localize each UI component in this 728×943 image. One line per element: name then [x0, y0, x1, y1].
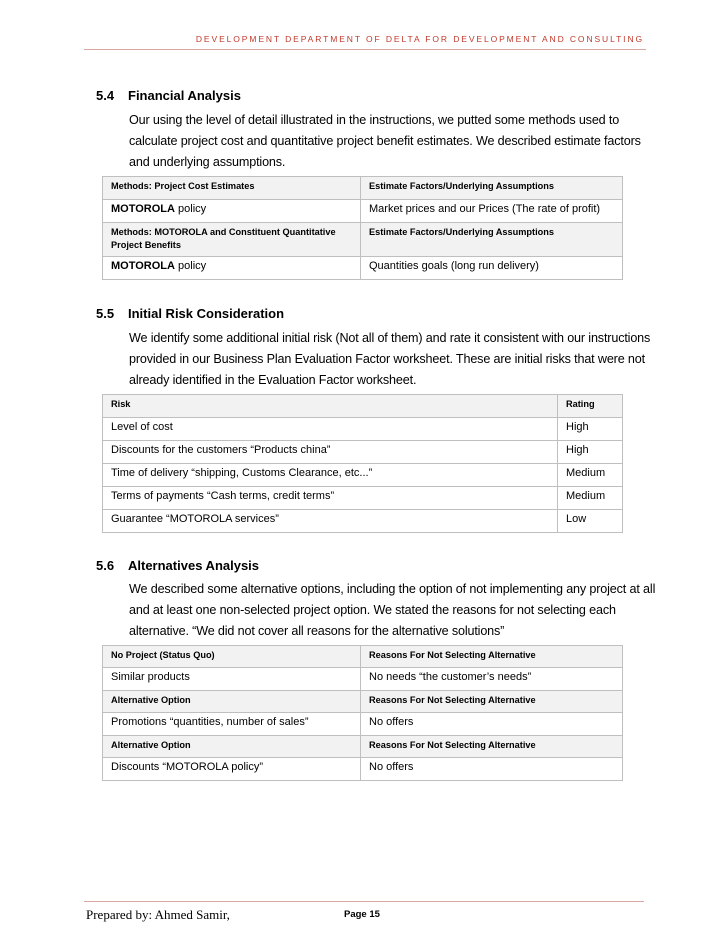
cell-text: policy: [174, 203, 207, 215]
section-title-alternatives-analysis: [96, 558, 259, 573]
section-number: 5.6: [96, 558, 115, 573]
table-cell: No offers: [361, 758, 623, 781]
table-header-cell: No Project (Status Quo): [103, 646, 361, 668]
section-heading: Alternatives Analysis: [128, 558, 260, 573]
table-row: [103, 668, 623, 691]
table-header-cell: Estimate Factors/Underlying Assumptions: [361, 223, 623, 257]
table-row: [103, 200, 623, 223]
table-header-cell: Alternative Option: [103, 736, 361, 758]
paragraph-line: and at least one non-selected project option. We stated the reasons for not selecting each: [129, 603, 616, 617]
table-row: [103, 441, 623, 464]
table-header-cell: Estimate Factors/Underlying Assumptions: [361, 177, 623, 200]
table-header-cell: Rating: [558, 395, 623, 418]
brand-name: MOTOROLA: [111, 203, 175, 215]
table-cell: Similar products: [103, 668, 361, 691]
header-rule: [84, 49, 646, 50]
table-cell: Market prices and our Prices (The rate of profit): [361, 200, 623, 223]
section-title-initial-risk: [96, 306, 284, 321]
table-cell: Medium: [558, 464, 623, 487]
section-number: 5.4: [96, 88, 115, 103]
table-header-row: [103, 177, 623, 200]
table-row: [103, 758, 623, 781]
table-header-cell: Reasons For Not Selecting Alternative: [361, 646, 623, 668]
table-header-cell: Methods: MOTOROLA and Constituent Quantitative Project Benefits: [103, 223, 361, 257]
table-cell: Promotions “quantities, number of sales”: [103, 713, 361, 736]
paragraph-line: alternative. “We did not cover all reasons for the alternative solutions”: [129, 624, 505, 638]
paragraph-line: We identify some additional initial risk (Not all of them) and rate it consistent with our instructions: [129, 331, 651, 345]
table-header-cell: Reasons For Not Selecting Alternative: [361, 691, 623, 713]
table-header-row: [103, 223, 623, 257]
risk-table: [102, 394, 623, 533]
paragraph-line: provided in our Business Plan Evaluation Factor worksheet. These are initial risks that were not: [129, 352, 645, 366]
initial-risk-paragraph: [129, 328, 651, 391]
financial-analysis-paragraph: [129, 110, 647, 173]
paragraph-line: calculate project cost and quantitative project benefit estimates. We described estimate factors: [129, 134, 641, 148]
table-header-row: [103, 736, 623, 758]
table-cell: High: [558, 418, 623, 441]
table-cell: [103, 200, 361, 223]
brand-name: MOTOROLA: [111, 260, 175, 272]
section-number: 5.5: [96, 306, 115, 321]
table-header-cell: Reasons For Not Selecting Alternative: [361, 736, 623, 758]
table-cell: Medium: [558, 487, 623, 510]
paragraph-line: already identified in the Evaluation Factor worksheet.: [129, 373, 417, 387]
alternatives-table: [102, 645, 623, 781]
paragraph-line: and underlying assumptions.: [129, 155, 286, 169]
table-cell: Guarantee “MOTOROLA services”: [103, 510, 558, 533]
paragraph-line: We described some alternative options, including the option of not implementing any project at all: [129, 582, 656, 596]
table-cell: Level of cost: [103, 418, 558, 441]
table-header-row: [103, 646, 623, 668]
cell-text: policy: [174, 260, 207, 272]
table-row: [103, 418, 623, 441]
table-cell: Terms of payments “Cash terms, credit terms”: [103, 487, 558, 510]
table-header-cell: Alternative Option: [103, 691, 361, 713]
table-header-cell: Risk: [103, 395, 558, 418]
table-header-row: [103, 395, 623, 418]
table-cell: [103, 257, 361, 280]
table-row: [103, 257, 623, 280]
running-header: DEVELOPMENT DEPARTMENT OF DELTA FOR DEVELOPMENT AND CONSULTING: [195, 34, 644, 44]
table-row: [103, 510, 623, 533]
footer-rule: [84, 901, 644, 902]
table-cell: High: [558, 441, 623, 464]
table-row: [103, 487, 623, 510]
footer-prepared-by: Prepared by: Ahmed Samir,: [86, 907, 230, 922]
table-row: [103, 464, 623, 487]
section-title-financial-analysis: [96, 88, 241, 103]
table-header-cell: Methods: Project Cost Estimates: [103, 177, 361, 200]
table-cell: Quantities goals (long run delivery): [361, 257, 623, 280]
table-header-row: [103, 691, 623, 713]
paragraph-line: Our using the level of detail illustrated in the instructions, we putted some methods used to: [129, 113, 620, 127]
table-cell: Time of delivery “shipping, Customs Clearance, etc...”: [103, 464, 558, 487]
alternatives-paragraph: [129, 579, 656, 642]
section-heading: Initial Risk Consideration: [128, 306, 285, 321]
section-heading: Financial Analysis: [128, 88, 241, 103]
table-cell: No needs “the customer’s needs”: [361, 668, 623, 691]
table-row: [103, 713, 623, 736]
financial-analysis-table: [102, 176, 623, 280]
table-cell: No offers: [361, 713, 623, 736]
table-cell: Discounts “MOTOROLA policy”: [103, 758, 361, 781]
table-cell: Discounts for the customers “Products china”: [103, 441, 558, 464]
table-cell: Low: [558, 510, 623, 533]
page-number: Page 15: [344, 909, 380, 920]
